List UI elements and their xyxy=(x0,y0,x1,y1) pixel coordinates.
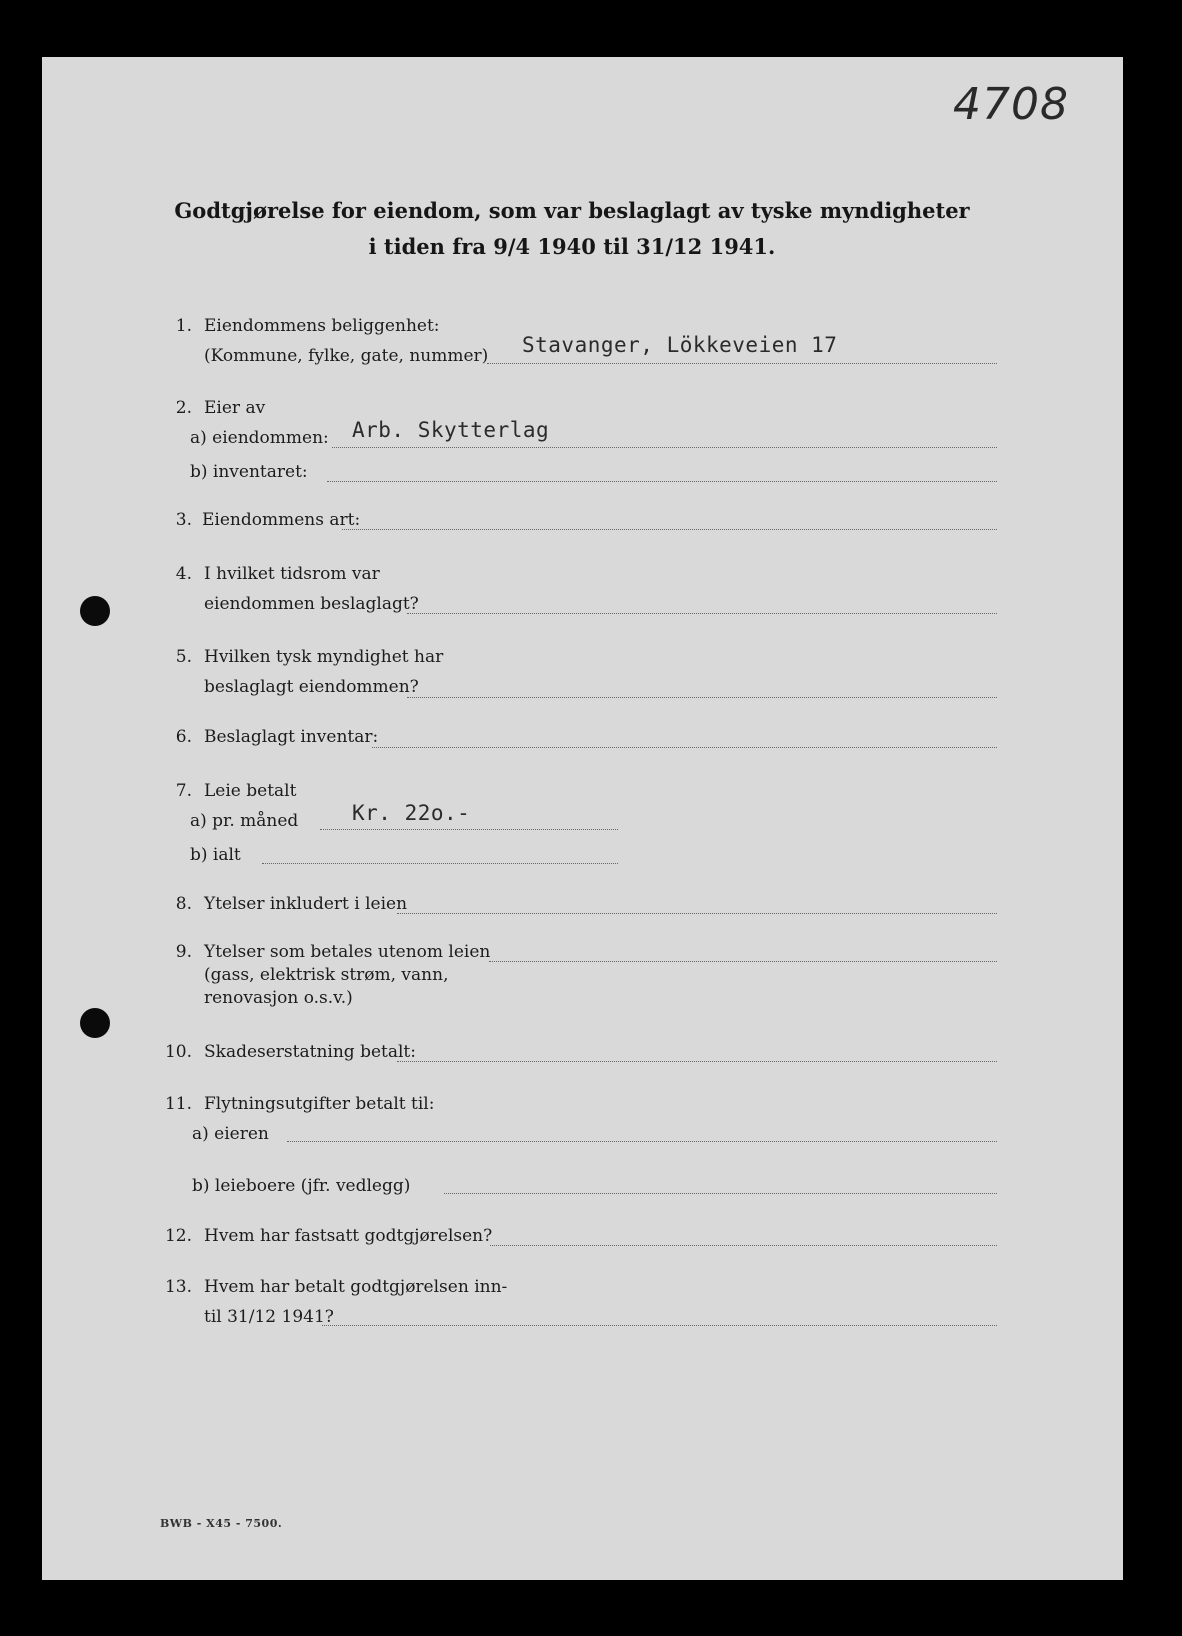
answer-line-4[interactable] xyxy=(407,613,997,614)
answer-line-1[interactable] xyxy=(487,363,997,364)
title-line-2: i tiden fra 9/4 1940 til 31/12 1941. xyxy=(368,234,776,259)
item-number: 2. xyxy=(175,398,192,418)
item-label: renovasjon o.s.v.) xyxy=(204,988,353,1008)
answer-line-5[interactable] xyxy=(407,697,997,698)
answer-line-12[interactable] xyxy=(490,1245,997,1246)
item-label: Skadeserstatning betalt: xyxy=(204,1042,416,1062)
answer-line-11b[interactable] xyxy=(444,1193,997,1194)
item-label: eiendommen beslaglagt? xyxy=(204,594,419,614)
answer-line-2b[interactable] xyxy=(327,481,997,482)
print-code: BWB - X45 - 7500. xyxy=(160,1517,283,1530)
item-number: 1. xyxy=(175,316,192,336)
item-label: Hvem har betalt godtgjørelsen inn- xyxy=(204,1277,508,1297)
answer-line-7b[interactable] xyxy=(262,863,618,864)
item-number: 7. xyxy=(175,781,192,801)
answer-line-7a[interactable] xyxy=(320,829,618,830)
item-label: (Kommune, fylke, gate, nummer) xyxy=(204,346,489,366)
sub-label-b: b) inventaret: xyxy=(190,462,308,482)
item-number: 9. xyxy=(175,942,192,962)
sub-label-b: b) leieboere (jfr. vedlegg) xyxy=(192,1176,411,1196)
item-number: 5. xyxy=(175,647,192,667)
answer-line-2a[interactable] xyxy=(332,447,997,448)
punch-hole xyxy=(80,596,110,626)
sub-label-b: b) ialt xyxy=(190,845,241,865)
answer-line-3[interactable] xyxy=(342,529,997,530)
item-number: 13. xyxy=(164,1277,192,1297)
item-label: I hvilket tidsrom var xyxy=(204,564,380,584)
item-number: 11. xyxy=(164,1094,192,1114)
item-number: 3. xyxy=(175,510,192,530)
item-label: Leie betalt xyxy=(204,781,297,801)
item-number: 4. xyxy=(175,564,192,584)
answer-line-9[interactable] xyxy=(489,961,997,962)
item-number: 12. xyxy=(164,1226,192,1246)
item-label: beslaglagt eiendommen? xyxy=(204,677,419,697)
item-label: til 31/12 1941? xyxy=(204,1307,334,1327)
item-label: Beslaglagt inventar: xyxy=(204,727,379,747)
form-page xyxy=(42,57,1123,1580)
title-line-1: Godtgjørelse for eiendom, som var beslaglagt av tyske myndigheter xyxy=(174,198,970,223)
typed-answer-7a: Kr. 22o.- xyxy=(352,801,471,825)
sub-label-a: a) eiendommen: xyxy=(190,428,329,448)
item-number: 6. xyxy=(175,727,192,747)
answer-line-6[interactable] xyxy=(372,747,997,748)
item-number: 8. xyxy=(175,894,192,914)
typed-answer-2a: Arb. Skytterlag xyxy=(352,418,550,442)
answer-line-11a[interactable] xyxy=(287,1141,997,1142)
item-label: (gass, elektrisk strøm, vann, xyxy=(204,965,449,985)
form-title xyxy=(122,193,1022,265)
handwritten-document-number: 4708 xyxy=(953,79,1069,130)
item-label: Hvem har fastsatt godtgjørelsen? xyxy=(204,1226,493,1246)
punch-hole xyxy=(80,1008,110,1038)
item-label: Ytelser inkludert i leien xyxy=(204,894,408,914)
typed-answer-1: Stavanger, Lökkeveien 17 xyxy=(522,333,838,357)
item-label: Eiendommens beliggenhet: xyxy=(204,316,440,336)
item-label: Flytningsutgifter betalt til: xyxy=(204,1094,435,1114)
item-label: Eier av xyxy=(204,398,266,418)
answer-line-13[interactable] xyxy=(322,1325,997,1326)
item-label: Hvilken tysk myndighet har xyxy=(204,647,444,667)
answer-line-10[interactable] xyxy=(397,1061,997,1062)
sub-label-a: a) eieren xyxy=(192,1124,269,1144)
answer-line-8[interactable] xyxy=(397,913,997,914)
sub-label-a: a) pr. måned xyxy=(190,811,299,831)
item-label: Ytelser som betales utenom leien xyxy=(204,942,491,962)
item-label: Eiendommens art: xyxy=(202,510,361,530)
item-number: 10. xyxy=(164,1042,192,1062)
